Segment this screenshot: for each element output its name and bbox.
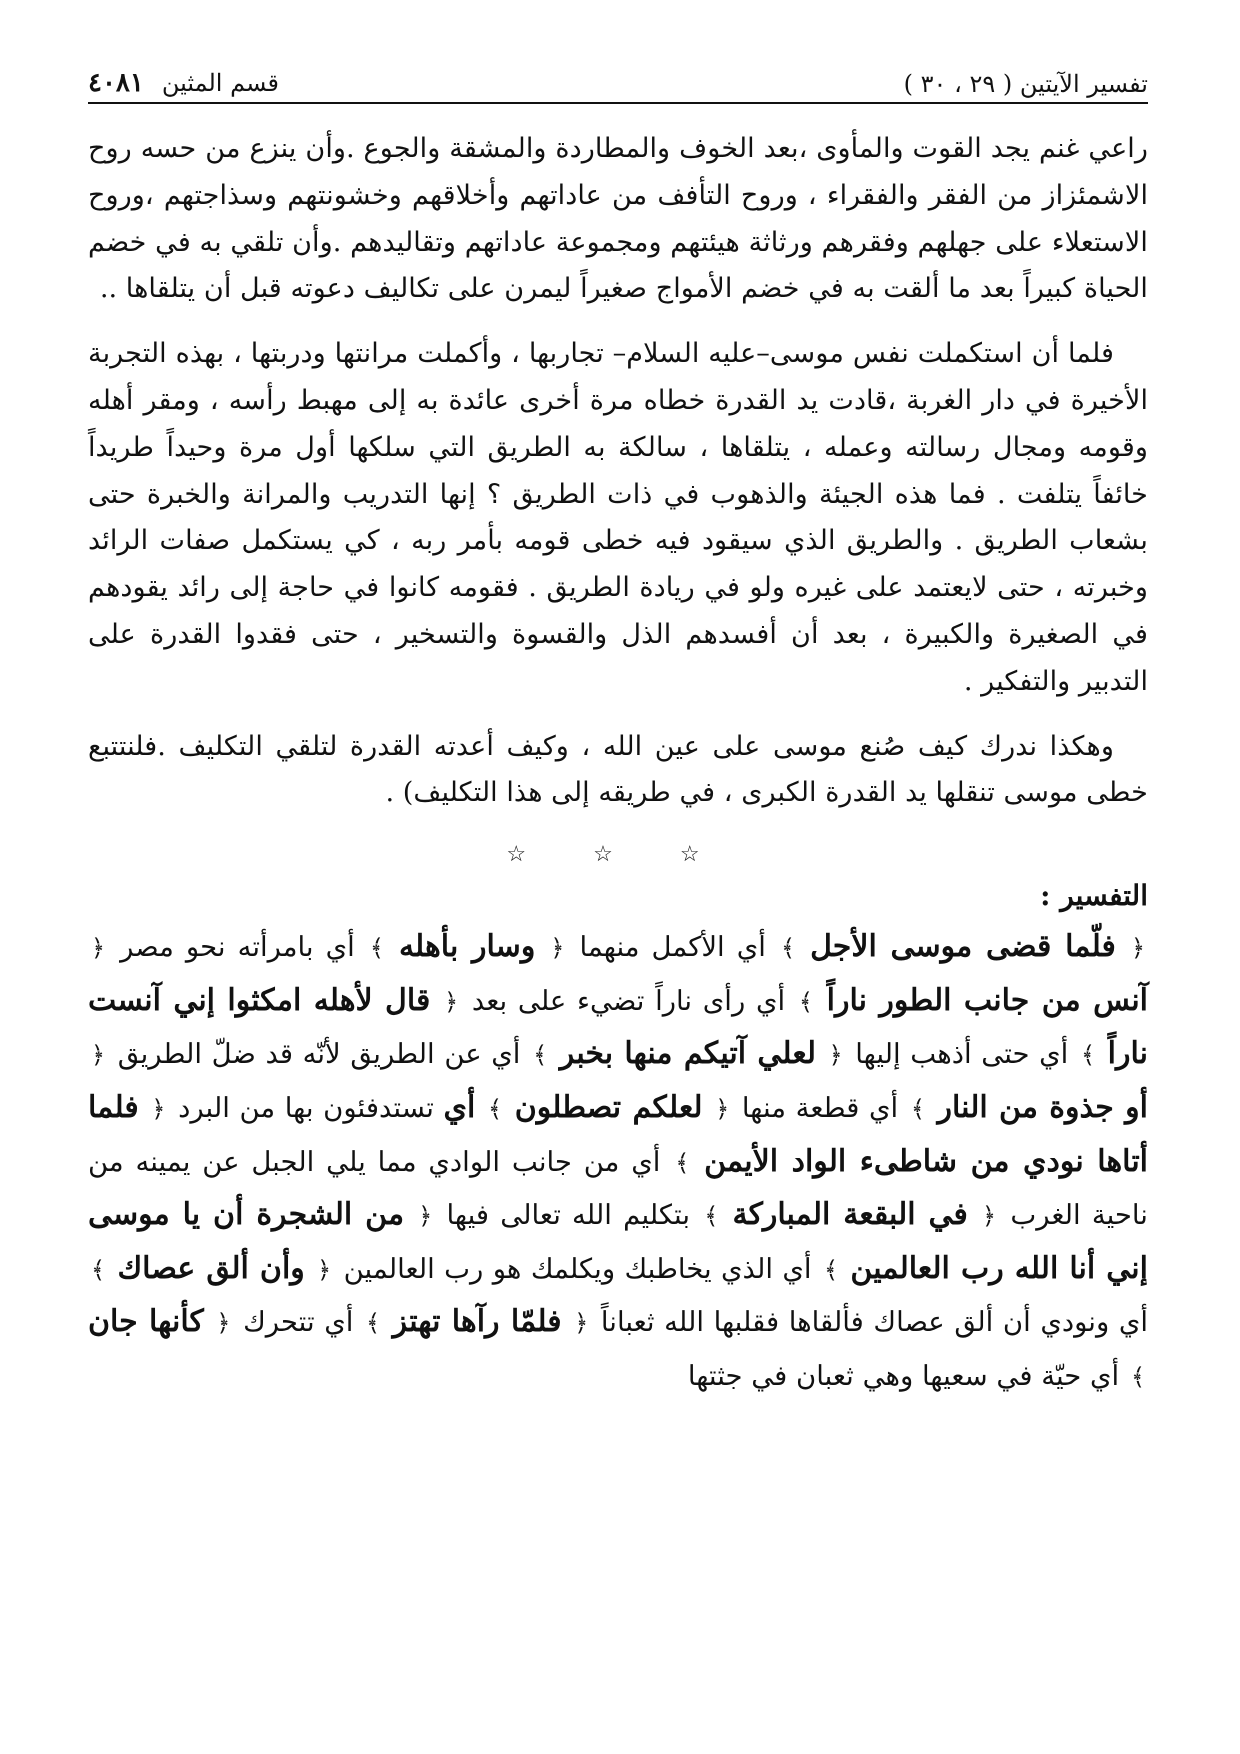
header-section: قسم المثين [161, 69, 279, 97]
quran-phrase-12: فلمّا رآها تهتز [392, 1304, 562, 1340]
tafsir-text-5: أي عن الطريق لأنّه قد ضلّ الطريق [117, 1038, 521, 1071]
ornate-bracket-open: ﴿ [550, 934, 565, 963]
tafsir-text-7: تستدفئون بها من البرد [178, 1091, 434, 1124]
tafsir-text-9: بتكليم الله تعالى فيها [446, 1199, 690, 1232]
paragraph-1: راعي غنم يجد القوت والمأوى ،بعد الخوف والمطاردة والمشقة والجوع .وأن ينزع من حسه روح الاشمئزاز من الفقر والفقراء ، وروح التأفف من عاداتهم وأخلاقهم وخشونتهم وسذاجتهم ،وروح الاستعلاء على جهلهم وفقرهم ورثاثة هيئتهم ومجموعة عاداتهم وتقاليدهم .وأن تلقي به في خضم الحياة كبيراً بعد ما ألقت به في خضم الأمواج صغيراً ليمرن على تكاليف دعوته قبل أن يتلقاها .. [88, 133, 1148, 305]
ornate-bracket-close: ﴾ [823, 1255, 839, 1284]
page-number: ٤٠٨١ [88, 68, 144, 98]
ornate-bracket-open: ﴿ [1130, 934, 1146, 963]
quran-phrase-8: فلما أتاها نودي من شاطىء الواد الأيمن [88, 1089, 1148, 1179]
body-text [88, 126, 1148, 1404]
quran-phrase-5: لعلي آتيكم منها بخبر [559, 1036, 816, 1072]
tafsir-text-13: أي حيّة في سعيها وهي ثعبان في جثتها [687, 1359, 1120, 1392]
paragraph-2: فلما أن استكملت نفس موسى–عليه السلام– تجاربها ، وأكملت مرانتها ودربتها ، بهذه التجربة الأخيرة في دار الغربة ،قادت يد القدرة خطاه مرة أخرى عائدة به إلى مهبط رأسه ، ومقر أهله وقومه ومجال رسالته وعمله ، يتلقاها ، سالكة به الطريق التي سلكها أول مرة وحيداً طريداً خائفاً يتلفت . فما هذه الجيئة والذهوب في ذات الطريق ؟ إنها التدريب والمرانة والخبرة حتى بشعاب الطريق . والطريق الذي سيقود فيه خطى قومه بأمر ربه ، كي يستكمل صفات الرائد وخبرته ، حتى لايعتمد على غيره ولو في ريادة الطريق . فقومه كانوا في حاجة إلى رائد يقودهم في الصغيرة والكبيرة ، بعد أن أفسدهم الذل والقسوة والتسخير ، حتى فقدوا القدرة على التدبير والتفكير . [88, 338, 1149, 697]
ornate-bracket-close: ﴾ [910, 1094, 925, 1123]
tafsir-text-6: أي قطعة منها [741, 1091, 899, 1124]
ornate-bracket-close: ﴾ [704, 1202, 719, 1231]
paragraph-gap [88, 706, 1148, 724]
page-header [88, 58, 1148, 104]
ornate-bracket-open: ﴿ [151, 1094, 166, 1123]
ornate-bracket-open: ﴿ [982, 1202, 997, 1231]
tafsir-text-11: أي ونودي أن ألق عصاك فألقاها فقلبها الله ثعباناً [600, 1306, 1149, 1339]
ornate-bracket-open: ﴿ [574, 1309, 589, 1338]
paragraph-3: وهكذا ندرك كيف صُنع موسى على عين الله ، وكيف أعدته القدرة لتلقي التكليف .فلنتتبع خطى موسى تنقلها يد القدرة الكبرى ، في طريقه إلى هذا التكليف) . [88, 730, 1148, 809]
tafsir-text-4: أي حتى أذهب إليها [855, 1038, 1069, 1071]
tafsir-text-8: أي من جانب الوادي مما يلي الجبل عن يمينه من ناحية الغرب [88, 1145, 1148, 1232]
quran-phrase-4: قال لأهله امكثوا إني آنست ناراً [88, 982, 1148, 1072]
ornate-bracket-open: ﴿ [91, 1041, 106, 1070]
ornate-bracket-close: ﴾ [675, 1148, 690, 1177]
ornate-bracket-open: ﴿ [317, 1255, 332, 1284]
ornate-bracket-open: ﴿ [444, 987, 459, 1016]
ornate-bracket-open: ﴿ [216, 1309, 231, 1338]
ornate-bracket-close: ﴾ [533, 1041, 548, 1070]
tafsir-paragraph [88, 921, 1148, 1403]
quran-phrase-2: وسار بأهله [398, 929, 536, 965]
quran-phrase-7: لعلكم تصطلون [514, 1089, 703, 1125]
paragraph-gap [88, 313, 1148, 331]
quran-phrase-6: أو جذوة من النار [937, 1089, 1148, 1125]
ornate-bracket-open: ﴿ [91, 934, 106, 963]
tafsir-text-3: أي رأى ناراً تضيء على بعد [471, 984, 786, 1017]
header-title: تفسير الآيتين ( ٢٩ ، ٣٠ ) [903, 70, 1148, 98]
ornate-bracket-close: ﴾ [369, 934, 384, 963]
quran-phrase-3: آنس من جانب الطور ناراً [826, 982, 1148, 1018]
ornate-bracket-close: ﴾ [488, 1094, 503, 1123]
quran-phrase-13: كأنها جان [88, 1304, 204, 1340]
header-left [88, 68, 279, 98]
ornate-bracket-close: ﴾ [780, 934, 796, 963]
ornate-bracket-close: ﴾ [1130, 1362, 1145, 1391]
quran-phrase-9: في البقعة المباركة [732, 1197, 968, 1233]
ornate-bracket-close: ﴾ [1080, 1041, 1096, 1070]
tafsir-text-1: أي الأكمل منهما [579, 931, 766, 964]
section-divider-stars: ☆ ☆ ☆ [506, 842, 730, 868]
ornate-bracket-close: ﴾ [91, 1255, 106, 1284]
section-title: التفسير : [1040, 879, 1148, 913]
document-page [88, 58, 1148, 1708]
ornate-bracket-close: ﴾ [366, 1309, 381, 1338]
ornate-bracket-close: ﴾ [798, 987, 813, 1016]
quran-phrase-1: فلّما قضى موسى الأجل [810, 929, 1116, 965]
quran-phrase-10: من الشجرة أن يا موسى إني أنا الله رب العالمين [88, 1197, 1148, 1286]
ornate-bracket-open: ﴿ [828, 1041, 843, 1070]
tafsir-text-7a: أي [443, 1089, 476, 1125]
tafsir-text-12: أي تتحرك [243, 1306, 354, 1339]
quran-phrase-11: وأن ألق عصاك [117, 1250, 305, 1286]
ornate-bracket-open: ﴿ [418, 1202, 433, 1231]
tafsir-text-10: أي الذي يخاطبك ويكلمك هو رب العالمين [343, 1252, 812, 1285]
ornate-bracket-open: ﴿ [715, 1094, 730, 1123]
tafsir-text-2: أي بامرأته نحو مصر [120, 931, 355, 964]
